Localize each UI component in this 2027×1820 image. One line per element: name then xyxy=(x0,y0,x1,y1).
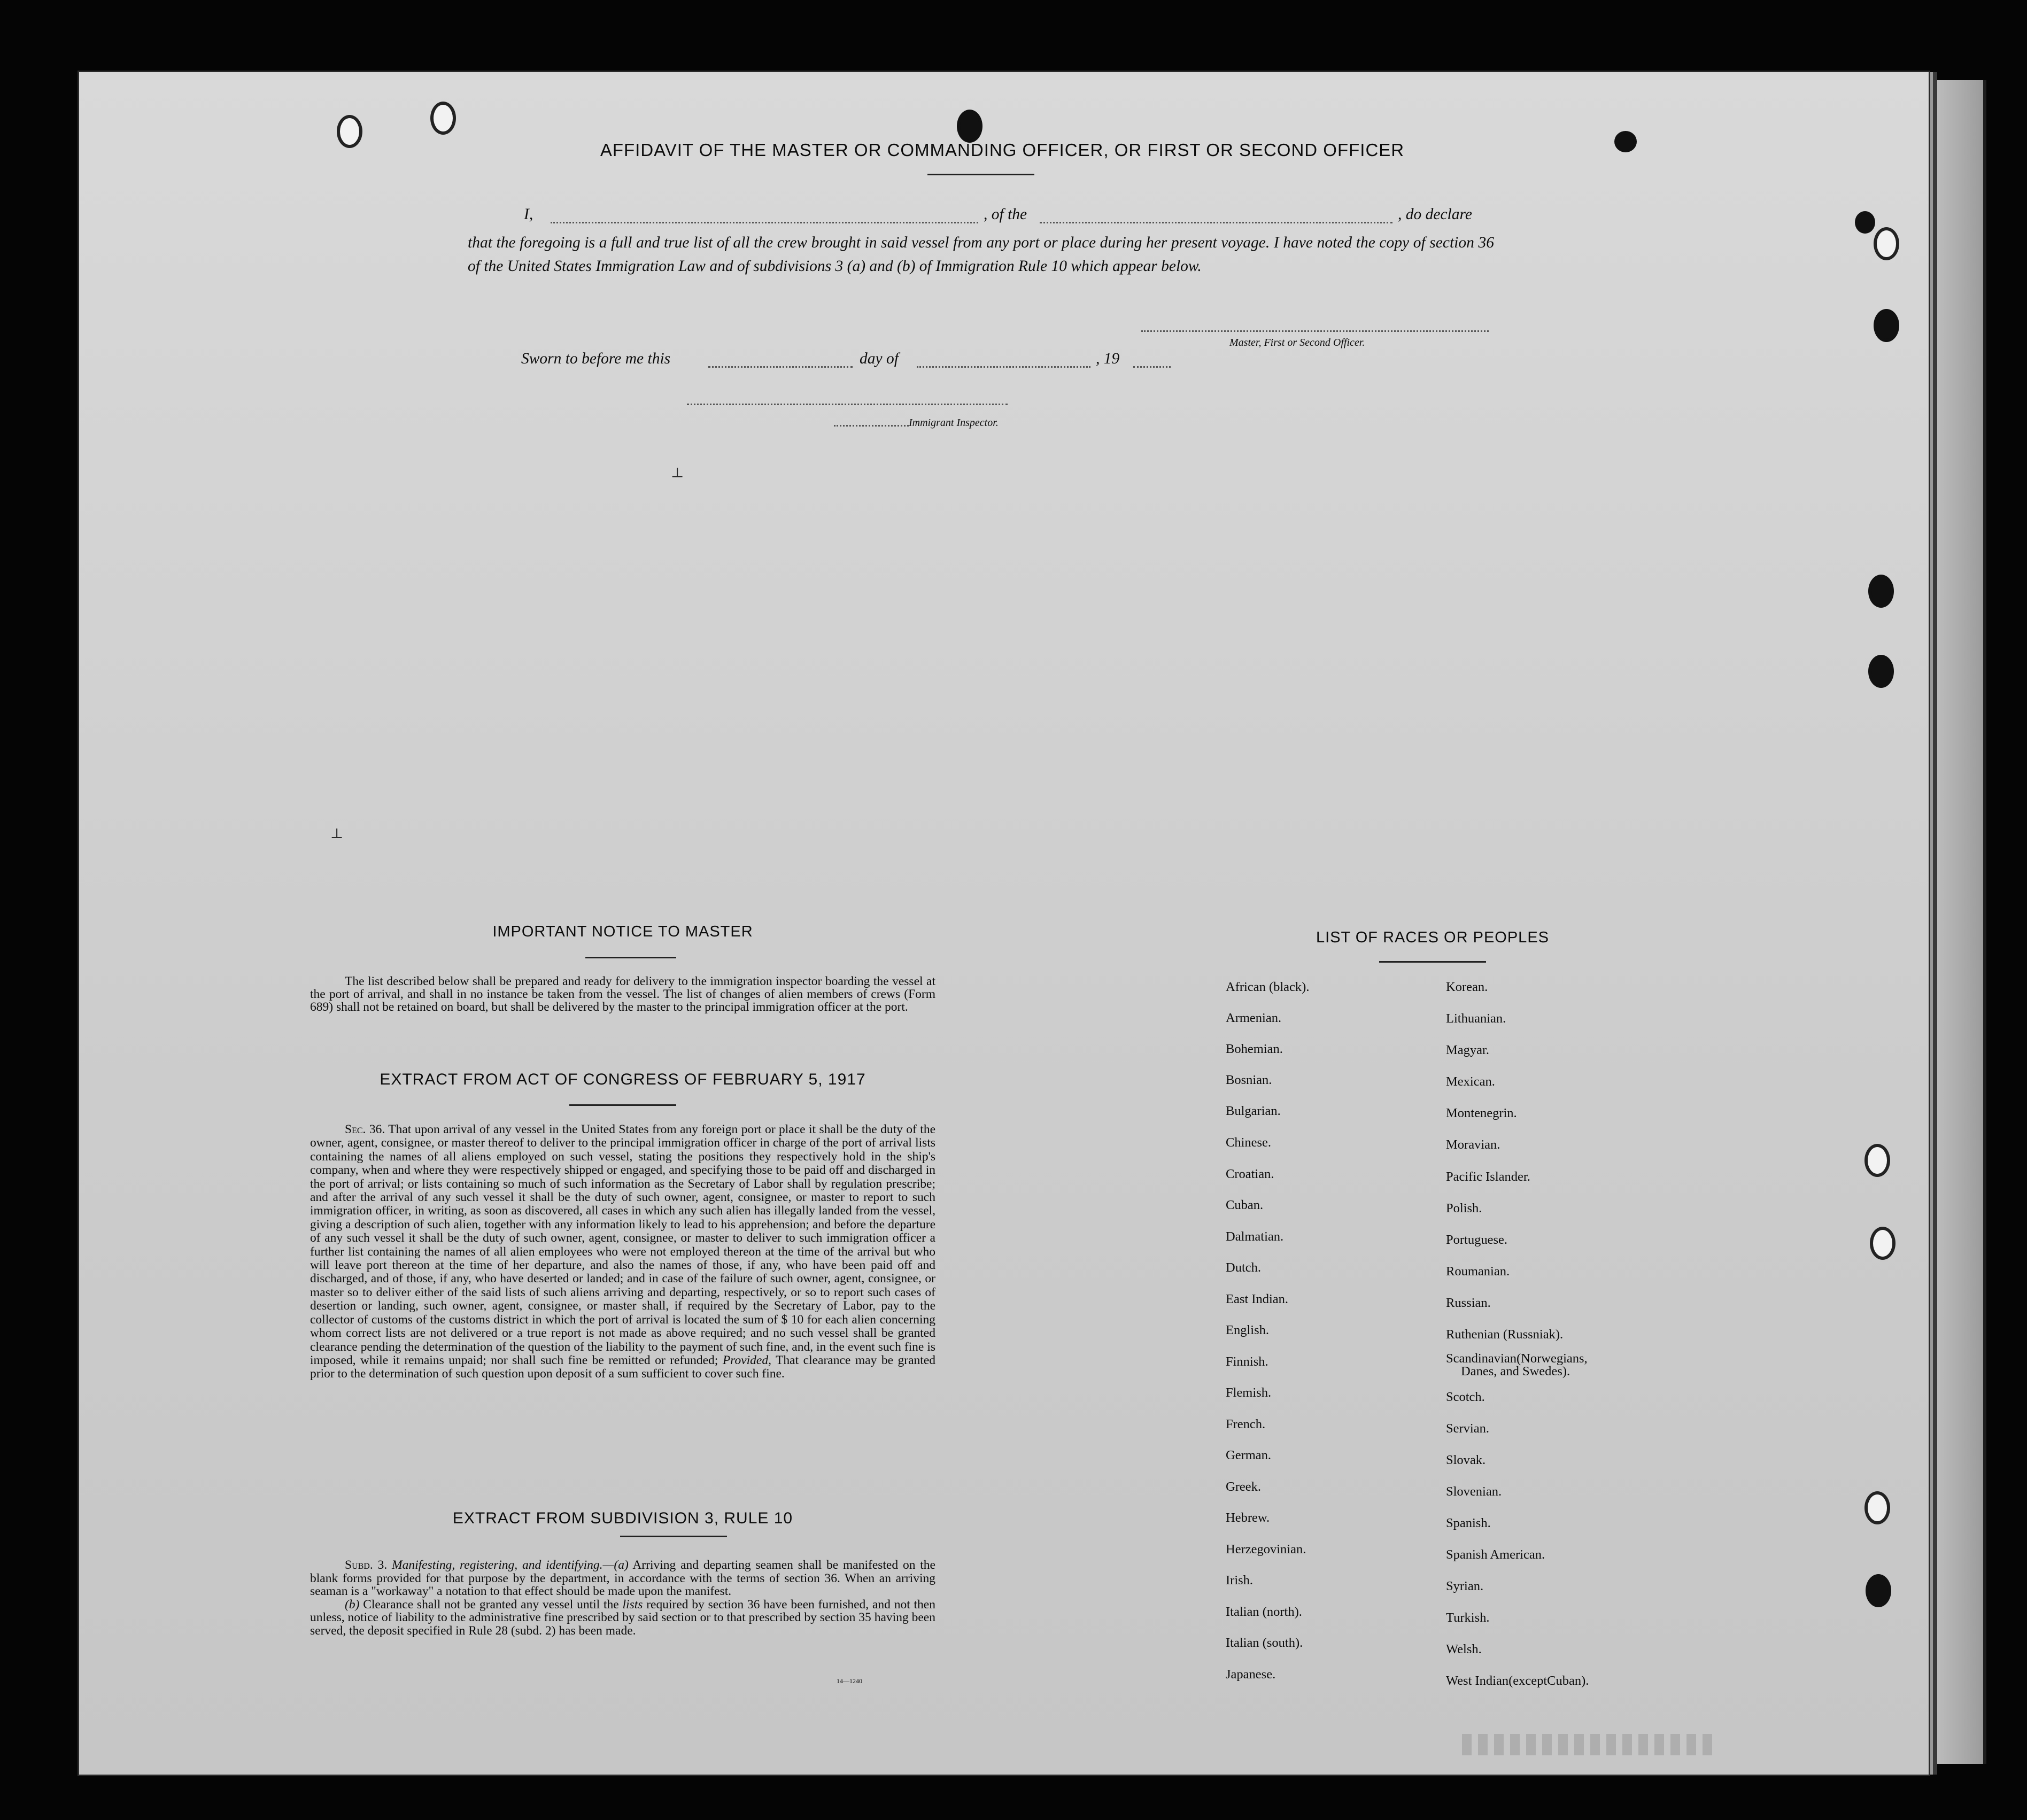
year-label: , 19 xyxy=(1096,350,1120,367)
race-item: Cuban. xyxy=(1226,1198,1264,1212)
punch-hole xyxy=(957,110,982,143)
race-item: Croatian. xyxy=(1226,1167,1274,1181)
notice-title-rule xyxy=(585,957,676,958)
race-item: Hebrew. xyxy=(1226,1511,1270,1525)
punch-hole xyxy=(1874,309,1899,342)
rule10-para-b-lists: lists xyxy=(622,1597,643,1612)
race-item: Ruthenian (Russniak). xyxy=(1446,1327,1564,1342)
inspector-signature-line xyxy=(687,404,1008,405)
rule10-subd-label: Subd. 3. xyxy=(345,1558,388,1572)
day-of-label: day of xyxy=(860,350,899,367)
race-item: Bulgarian. xyxy=(1226,1104,1281,1118)
race-item: Finnish. xyxy=(1226,1354,1268,1369)
race-item: Chinese. xyxy=(1226,1135,1272,1150)
race-item: West Indian(exceptCuban). xyxy=(1446,1674,1589,1688)
races-title-rule xyxy=(1379,961,1486,963)
rule10-title: EXTRACT FROM SUBDIVISION 3, RULE 10 xyxy=(452,1509,793,1527)
race-item: Herzegovinian. xyxy=(1226,1542,1306,1556)
notice-body: The list described below shall be prepared and ready for delivery to the immigration inspector boarding the vessel at the port of arrival, and shall in no instance be taken from the vessel. The list of changes of alien members of crews (Form 689) shall not be retained on board, but shall be delivered by the master to the principal immigration officer at the port. xyxy=(310,974,935,1014)
race-item: East Indian. xyxy=(1226,1292,1289,1306)
race-item: Scandinavian(Norwegians, xyxy=(1446,1351,1588,1366)
race-item: German. xyxy=(1226,1448,1272,1462)
punch-hole xyxy=(1868,575,1894,608)
race-item: Bohemian. xyxy=(1226,1042,1283,1056)
race-item: Armenian. xyxy=(1226,1011,1282,1025)
race-item: Spanish. xyxy=(1446,1516,1491,1530)
sworn-label: Sworn to before me this xyxy=(521,350,671,367)
race-item: Japanese. xyxy=(1226,1667,1276,1682)
race-item: Danes, and Swedes). xyxy=(1461,1364,1570,1378)
punch-hole xyxy=(430,102,456,135)
stray-mark: ⊥ xyxy=(671,465,684,481)
race-item: Bosnian. xyxy=(1226,1073,1272,1087)
form-number: 14—1240 xyxy=(837,1677,862,1685)
rule10-para-a xyxy=(310,1559,935,1598)
punch-hole xyxy=(1864,1491,1890,1524)
act-section-end: That clearance may be granted prior to the determination of such question upon deposit of a sum sufficient to cover such fine. xyxy=(310,1353,936,1381)
act-title-rule xyxy=(569,1104,676,1106)
race-item: Turkish. xyxy=(1446,1610,1490,1625)
race-item: Roumanian. xyxy=(1446,1264,1510,1279)
race-item: Lithuanian. xyxy=(1446,1011,1506,1026)
faded-stamp-marks xyxy=(1462,1734,1713,1755)
act-section-text: That upon arrival of any vessel in the United States from any foreign port or place it shall be the duty of the owner, agent, consignee, or master thereof to deliver to the principal immigration officer in charge of the port of arrival lists containing the names of all aliens employed on such vessel, stating the positions they respectively hold in the ship's company, when and where they were respectively shipped or engaged, and specifying those to be paid off and discharged in the port of arrival; or lists containing so much of such information as the Secretary of Labor shall by regulation prescribe; and after the arrival of any such vessel it shall be the duty of such owner, agent, consignee, or master to report to such immigration officer, in writing, as soon as discovered, all cases in which any such alien has illegally landed from the vessel, giving a description of such alien, together with any information likely to lead to his apprehension; and before the departure of any such vessel it shall be the duty of such owner, agent, consignee, or master to deliver to such immigration officer a further list containing the names of all alien employees who were not employed thereon at the time of the arrival but who will leave port thereon at the time of her departure, and also the names of those, if any, who have been paid off and discharged, and of those, if any, who have deserted or landed; and in case of the failure of such owner, agent, consignee, or master so to deliver either of the said lists of such aliens arriving and departing, respectively, or so to report such cases of desertion or landing, such owner, agent, consignee, or master shall, if required by the Secretary of Labor, pay to the collector of customs of the customs district in which the port of arrival is located the sum of $ 10 for each alien concerning whom correct lists are not delivered or a true report is not made as above required; and no such vessel shall be granted clearance pending the determination of the question of the liability to the payment of such fine, and, in the event such fine is imposed, while it remains unpaid; nor shall such fine be remitted or refunded; xyxy=(310,1122,936,1367)
race-item: Spanish American. xyxy=(1446,1547,1545,1562)
act-section-label: Sec. 36. xyxy=(345,1122,385,1136)
race-item: Syrian. xyxy=(1446,1579,1484,1593)
affidavit-title: AFFIDAVIT OF THE MASTER OR COMMANDING OFFICER, OR FIRST OR SECOND OFFICER xyxy=(600,140,1405,160)
race-item: Italian (north). xyxy=(1226,1605,1302,1619)
stray-mark: ⊥ xyxy=(330,826,344,841)
rule10-title-rule xyxy=(620,1536,727,1537)
race-item: African (black). xyxy=(1226,980,1310,994)
race-item: Montenegrin. xyxy=(1446,1106,1517,1120)
punch-hole xyxy=(1855,211,1875,234)
race-item: Scotch. xyxy=(1446,1390,1485,1404)
punch-hole xyxy=(1868,655,1894,688)
affidavit-i-label: I, xyxy=(524,206,533,223)
inspector-caption-leader xyxy=(834,425,909,427)
affidavit-title-rule xyxy=(927,174,1034,175)
race-item: Dalmatian. xyxy=(1226,1229,1284,1244)
race-item: Dutch. xyxy=(1226,1260,1261,1275)
rule10-b-label: (b) xyxy=(345,1597,360,1612)
master-signature-caption: Master, First or Second Officer. xyxy=(1229,337,1365,348)
races-title: LIST OF RACES OR PEOPLES xyxy=(1316,929,1550,946)
race-item: Moravian. xyxy=(1446,1137,1500,1152)
race-item: Mexican. xyxy=(1446,1074,1495,1089)
master-signature-line xyxy=(1141,330,1489,332)
sworn-month-line xyxy=(917,366,1090,368)
punch-hole xyxy=(1866,1574,1891,1607)
rule10-para-b-text1: Clearance shall not be granted any vessel until the xyxy=(363,1597,619,1612)
race-item: Greek. xyxy=(1226,1480,1261,1494)
race-item: Servian. xyxy=(1446,1421,1489,1436)
act-body xyxy=(310,1123,935,1381)
rule10-para-b xyxy=(310,1598,935,1638)
affidavit-body: that the foregoing is a full and true list of all the crew brought in said vessel from any port or place during her present voyage. I have noted the copy of section 36 of the United States Immigration Law and of subdivisions 3 (a) and (b) of Immigration Rule 10 which appear below. xyxy=(468,234,1494,275)
race-item: French. xyxy=(1226,1417,1266,1431)
act-provided: Provided, xyxy=(722,1353,771,1367)
race-item: Polish. xyxy=(1446,1201,1482,1215)
rule10-para-b-text2: required by section 36 have been furnished, and not then unless, notice of liability to the administrative fine prescribed by said section or to that prescribed by section 35 having been served, the deposit specified in Rule 28 (subd. 2) has been made. xyxy=(310,1597,935,1638)
race-item: Portuguese. xyxy=(1446,1233,1507,1247)
race-item: Italian (south). xyxy=(1226,1636,1303,1650)
punch-hole xyxy=(1870,1227,1896,1260)
affiant-name-line xyxy=(551,222,978,223)
inspector-caption: Immigrant Inspector. xyxy=(909,417,999,429)
rule10-subd-heading: Manifesting, registering, and identifying.—(a) xyxy=(392,1558,629,1572)
affidavit-of-the-label: , of the xyxy=(984,206,1027,223)
race-item: Korean. xyxy=(1446,980,1488,994)
race-item: English. xyxy=(1226,1323,1269,1337)
race-item: Pacific Islander. xyxy=(1446,1170,1530,1184)
punch-hole xyxy=(1874,227,1899,260)
punch-hole xyxy=(337,115,362,148)
rule10-body xyxy=(310,1559,935,1637)
race-item: Flemish. xyxy=(1226,1385,1272,1400)
sworn-day-line xyxy=(708,366,853,368)
sworn-year-line xyxy=(1133,366,1171,368)
notice-title: IMPORTANT NOTICE TO MASTER xyxy=(492,923,753,940)
race-item: Slovenian. xyxy=(1446,1484,1502,1499)
vessel-name-line xyxy=(1040,222,1392,223)
race-item: Welsh. xyxy=(1446,1642,1482,1656)
race-item: Magyar. xyxy=(1446,1043,1489,1057)
affidavit-declare-label: , do declare xyxy=(1398,206,1472,223)
punch-hole xyxy=(1864,1144,1890,1177)
rule10-para-a-text: Arriving and departing seamen shall be manifested on the blank forms provided for that purpose by the department, in accordance with the terms of section 36. When an arriving seaman is a "workaway" a notation to that effect should be made upon the manifest. xyxy=(310,1558,935,1598)
race-item: Slovak. xyxy=(1446,1453,1486,1467)
act-title: EXTRACT FROM ACT OF CONGRESS OF FEBRUARY 5, 1917 xyxy=(380,1071,866,1088)
race-item: Irish. xyxy=(1226,1573,1254,1587)
race-item: Russian. xyxy=(1446,1296,1491,1310)
